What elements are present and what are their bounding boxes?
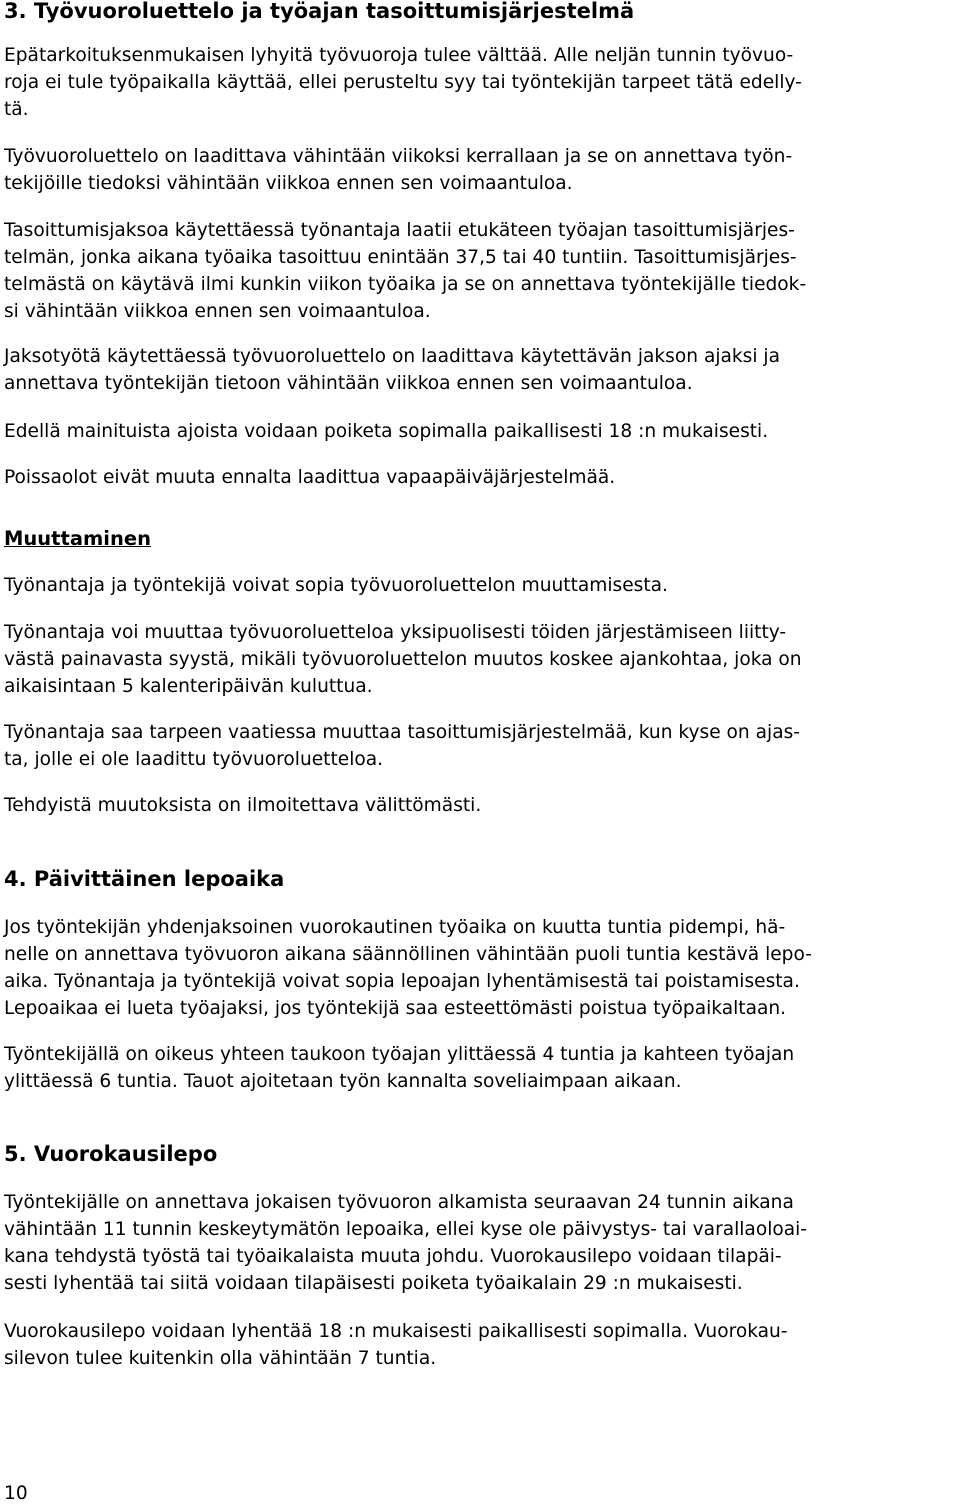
text-line: kana tehdystä työstä tai työaikalaista muuta johdu. Vuorokausilepo voidaan tilapäi-	[4, 1246, 782, 1267]
text-line: Epätarkoituksenmukaisen lyhyitä työvuoroja tulee välttää. Alle neljän tunnin työvuo-	[4, 45, 794, 66]
text-line: roja ei tule työpaikalla käyttää, ellei perusteltu syy tai työntekijän tarpeet tätä edelly-	[4, 72, 802, 93]
text-line: tekijöille tiedoksi vähintään viikkoa ennen sen voimaantuloa.	[4, 173, 573, 194]
text-line: aika. Työnantaja ja työntekijä voivat sopia lepoajan lyhentämisestä tai poistamisesta.	[4, 971, 800, 992]
text-line: tä.	[4, 99, 29, 120]
text-line: sesti lyhentää tai siitä voidaan tilapäisesti poiketa työaikalain 29 :n mukaisesti.	[4, 1273, 743, 1294]
text-line: Työntekijällä on oikeus yhteen taukoon työajan ylittäessä 4 tuntia ja kahteen työajan	[4, 1044, 795, 1065]
page-number: 10	[4, 1483, 28, 1504]
subsection-heading: Muuttaminen	[4, 527, 151, 550]
text-line: telmän, jonka aikana työaika tasoittuu enintään 37,5 tai 40 tuntiin. Tasoittumisjärjes-	[4, 247, 797, 268]
text-line: Lepoaikaa ei lueta työajaksi, jos työntekijä saa esteettömästi poistua työpaikaltaan.	[4, 998, 787, 1019]
text-line: Tasoittumisjaksoa käytettäessä työnantaja laatii etukäteen työajan tasoittumisjärjes-	[4, 220, 795, 241]
text-line: telmästä on käytävä ilmi kunkin viikon työaika ja se on annettava työntekijälle tiedok-	[4, 274, 807, 295]
text-line: nelle on annettava työvuoron aikana säännöllinen vähintään puoli tuntia kestävä lepo-	[4, 944, 812, 965]
text-line: Tehdyistä muutoksista on ilmoitettava välittömästi.	[4, 795, 482, 816]
text-line: ta, jolle ei ole laadittu työvuoroluetteloa.	[4, 749, 384, 770]
text-line: si vähintään viikkoa ennen sen voimaantuloa.	[4, 301, 431, 322]
text-line: västä painavasta syystä, mikäli työvuoroluettelon muutos koskee ajankohtaa, joka on	[4, 649, 802, 670]
text-line: Jos työntekijän yhdenjaksoinen vuorokautinen työaika on kuutta tuntia pidempi, hä-	[4, 917, 786, 938]
text-line: annettava työntekijän tietoon vähintään viikkoa ennen sen voimaantuloa.	[4, 373, 693, 394]
text-line: Edellä mainituista ajoista voidaan poiketa sopimalla paikallisesti 18 :n mukaisesti.	[4, 421, 769, 442]
text-line: Työnantaja ja työntekijä voivat sopia työvuoroluettelon muuttamisesta.	[4, 575, 668, 596]
text-line: Työnantaja saa tarpeen vaatiessa muuttaa tasoittumisjärjestelmää, kun kyse on ajas-	[4, 722, 800, 743]
text-line: Vuorokausilepo voidaan lyhentää 18 :n mukaisesti paikallisesti sopimalla. Vuorokau-	[4, 1321, 788, 1342]
text-line: aikaisintaan 5 kalenteripäivän kuluttua.	[4, 676, 373, 697]
text-line: Työntekijälle on annettava jokaisen työvuoron alkamista seuraavan 24 tunnin aikana	[4, 1192, 794, 1213]
text-line: Työnantaja voi muuttaa työvuoroluetteloa yksipuolisesti töiden järjestämiseen liitty-	[4, 622, 787, 643]
text-line: silevon tulee kuitenkin olla vähintään 7 tuntia.	[4, 1348, 437, 1369]
section-heading: 4. Päivittäinen lepoaika	[4, 867, 285, 891]
section-heading: 3. Työvuoroluettelo ja työajan tasoittumisjärjestelmä	[4, 0, 635, 23]
text-line: Työvuoroluettelo on laadittava vähintään viikoksi kerrallaan ja se on annettava työn-	[4, 146, 793, 167]
section-heading: 5. Vuorokausilepo	[4, 1142, 218, 1166]
text-line: Jaksotyötä käytettäessä työvuoroluettelo on laadittava käytettävän jakson ajaksi ja	[4, 346, 780, 367]
text-line: vähintään 11 tunnin keskeytymätön lepoaika, ellei kyse ole päivystys- tai varallaoloai-	[4, 1219, 808, 1240]
text-line: ylittäessä 6 tuntia. Tauot ajoitetaan työn kannalta soveliaimpaan aikaan.	[4, 1071, 682, 1092]
text-line: Poissaolot eivät muuta ennalta laadittua vapaapäiväjärjestelmää.	[4, 467, 616, 488]
